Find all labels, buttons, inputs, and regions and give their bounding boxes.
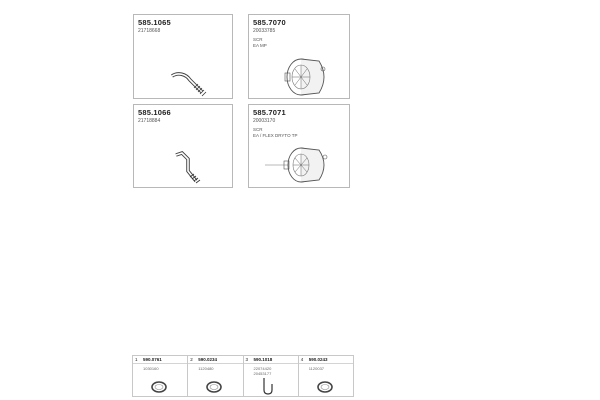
part-note: SCR bbox=[253, 127, 263, 132]
item-part-number: 590.0234 bbox=[198, 357, 218, 362]
item-index: 2 bbox=[190, 357, 193, 362]
item-part-number: 590.0761 bbox=[143, 357, 162, 362]
part-card-585-7070[interactable] bbox=[248, 14, 350, 99]
item-index: 4 bbox=[300, 357, 304, 362]
item-reference: 1120480 bbox=[198, 366, 214, 371]
clamp-ring-icon bbox=[315, 380, 335, 394]
part-number: 585.1065 bbox=[138, 18, 171, 27]
part-card-585-1065[interactable] bbox=[133, 14, 233, 99]
part-reference: 21718884 bbox=[138, 118, 161, 124]
scr-muffler-icon bbox=[279, 55, 339, 99]
clamp-ring-icon bbox=[149, 380, 169, 394]
item-reference: 22074420 bbox=[253, 366, 272, 371]
part-card-585-1066[interactable] bbox=[133, 104, 233, 188]
flex-pipe-icon bbox=[164, 60, 224, 100]
u-bolt-icon bbox=[258, 376, 278, 396]
scr-muffler-icon bbox=[263, 143, 339, 187]
item-reference: 20453177 bbox=[253, 371, 272, 376]
part-reference: 20003170 bbox=[253, 118, 276, 124]
item-reference: 1120037 bbox=[308, 366, 325, 371]
part-number: 585.7070 bbox=[253, 18, 286, 27]
accessory-item[interactable] bbox=[299, 356, 353, 396]
accessory-item[interactable] bbox=[188, 356, 243, 396]
clamp-ring-icon bbox=[204, 380, 224, 394]
part-reference: 20033785 bbox=[253, 28, 276, 34]
part-reference: 21718668 bbox=[138, 28, 161, 34]
accessory-item[interactable] bbox=[244, 356, 299, 396]
part-note: EA / FLEX DRYTO TP bbox=[253, 133, 298, 138]
item-index: 1 bbox=[135, 357, 138, 362]
part-note: EA MP bbox=[253, 43, 267, 48]
accessory-item[interactable] bbox=[133, 356, 188, 396]
item-part-number: 590.0243 bbox=[308, 357, 328, 362]
part-card-585-7071[interactable] bbox=[248, 104, 350, 188]
item-part-number: 590.1018 bbox=[253, 357, 273, 362]
part-note: SCR bbox=[253, 37, 263, 42]
part-number: 585.1066 bbox=[138, 108, 171, 117]
part-number: 585.7071 bbox=[253, 108, 286, 117]
item-reference: 1030160 bbox=[143, 366, 159, 371]
flex-pipe-icon bbox=[166, 143, 216, 193]
accessory-strip bbox=[132, 355, 354, 397]
item-index: 3 bbox=[245, 357, 249, 362]
